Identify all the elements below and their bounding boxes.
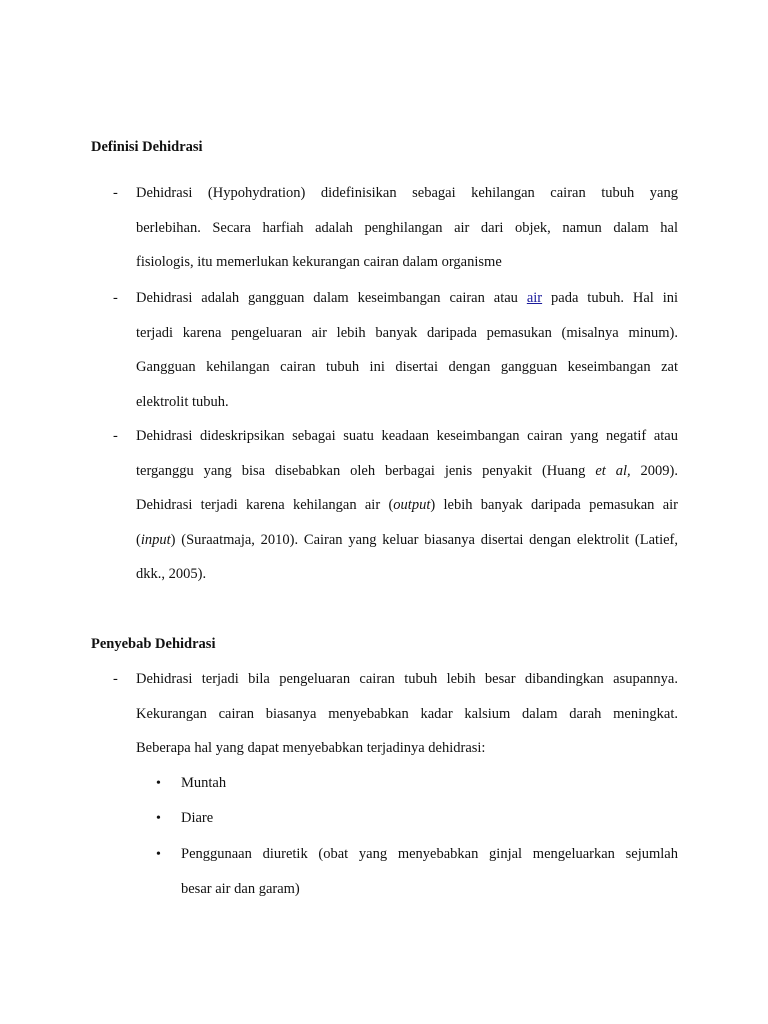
- text-run: 2009).: [630, 462, 678, 479]
- term-italic: output: [393, 497, 431, 513]
- text-line: berlebihan. Secara harfiah adalah penghilangan air dari objek, namun dalam hal: [136, 219, 678, 236]
- bullet-point: •: [156, 811, 161, 826]
- list-dash: -: [113, 185, 118, 201]
- text-line: Diare: [181, 810, 214, 826]
- bullet-point: •: [156, 847, 161, 862]
- text-line: terjadi karena pengeluaran air lebih banyak daripada pemasukan (misalnya minum).: [136, 324, 678, 341]
- section-heading-penyebab: Penyebab Dehidrasi: [91, 636, 216, 652]
- definition-paragraph-3: [136, 419, 678, 592]
- citation-italic: et al,: [595, 462, 631, 479]
- text-line: Penggunaan diuretik (obat yang menyebabkan ginjal mengeluarkan sejumlah: [181, 846, 678, 862]
- air-link[interactable]: air: [526, 290, 543, 306]
- text-line: besar air dan garam): [181, 880, 300, 897]
- text-line: Dehidrasi dideskripsikan sebagai suatu keadaan keseimbangan cairan yang negatif atau: [136, 428, 678, 444]
- text-line: dkk., 2005).: [136, 566, 207, 582]
- text-line: Beberapa hal yang dapat menyebabkan terjadinya dehidrasi:: [136, 740, 486, 756]
- bullet-item-muntah: [181, 766, 678, 801]
- text-run: (: [136, 531, 141, 548]
- text-line: Gangguan kehilangan cairan tubuh ini disertai dengan gangguan keseimbangan zat: [136, 359, 678, 375]
- text-line: fisiologis, itu memerlukan kekurangan cairan dalam organisme: [136, 254, 502, 270]
- bullet-item-diuretik: [181, 837, 678, 906]
- text-run: ) lebih banyak daripada pemasukan air: [430, 497, 678, 513]
- list-dash: -: [113, 671, 118, 687]
- text-line: elektrolit tubuh.: [136, 393, 229, 410]
- text-run: Dehidrasi adalah gangguan dalam keseimbangan cairan atau: [136, 290, 527, 306]
- term-italic: input: [140, 531, 171, 548]
- text-line: Dehidrasi (Hypohydration) didefinisikan sebagai kehilangan cairan tubuh yang: [136, 185, 678, 201]
- text-line: Kekurangan cairan biasanya menyebabkan kadar kalsium dalam darah meningkat.: [136, 705, 678, 722]
- text-run: terganggu yang bisa disebabkan oleh berbagai jenis penyakit (Huang: [136, 462, 596, 479]
- cause-paragraph: [136, 662, 678, 766]
- text-line: [136, 488, 678, 523]
- definition-paragraph-1: [136, 176, 678, 280]
- section-heading-definisi: Definisi Dehidrasi: [91, 139, 203, 155]
- text-line: Dehidrasi terjadi bila pengeluaran cairan tubuh lebih besar dibandingkan asupannya.: [136, 671, 678, 687]
- text-run: pada tubuh. Hal ini: [542, 290, 678, 306]
- text-line: [136, 523, 678, 558]
- bullet-point: •: [156, 776, 161, 791]
- text-line: Muntah: [181, 775, 227, 791]
- text-line: [136, 281, 678, 316]
- text-line: [136, 454, 678, 489]
- list-dash: -: [113, 290, 118, 306]
- bullet-item-diare: [181, 801, 678, 836]
- text-run: ) (Suraatmaja, 2010). Cairan yang keluar biasanya disertai dengan elektrolit (Latief,: [170, 531, 678, 548]
- text-run: Dehidrasi terjadi karena kehilangan air (: [136, 497, 394, 513]
- definition-paragraph-2: [136, 281, 678, 419]
- list-dash: -: [113, 428, 118, 444]
